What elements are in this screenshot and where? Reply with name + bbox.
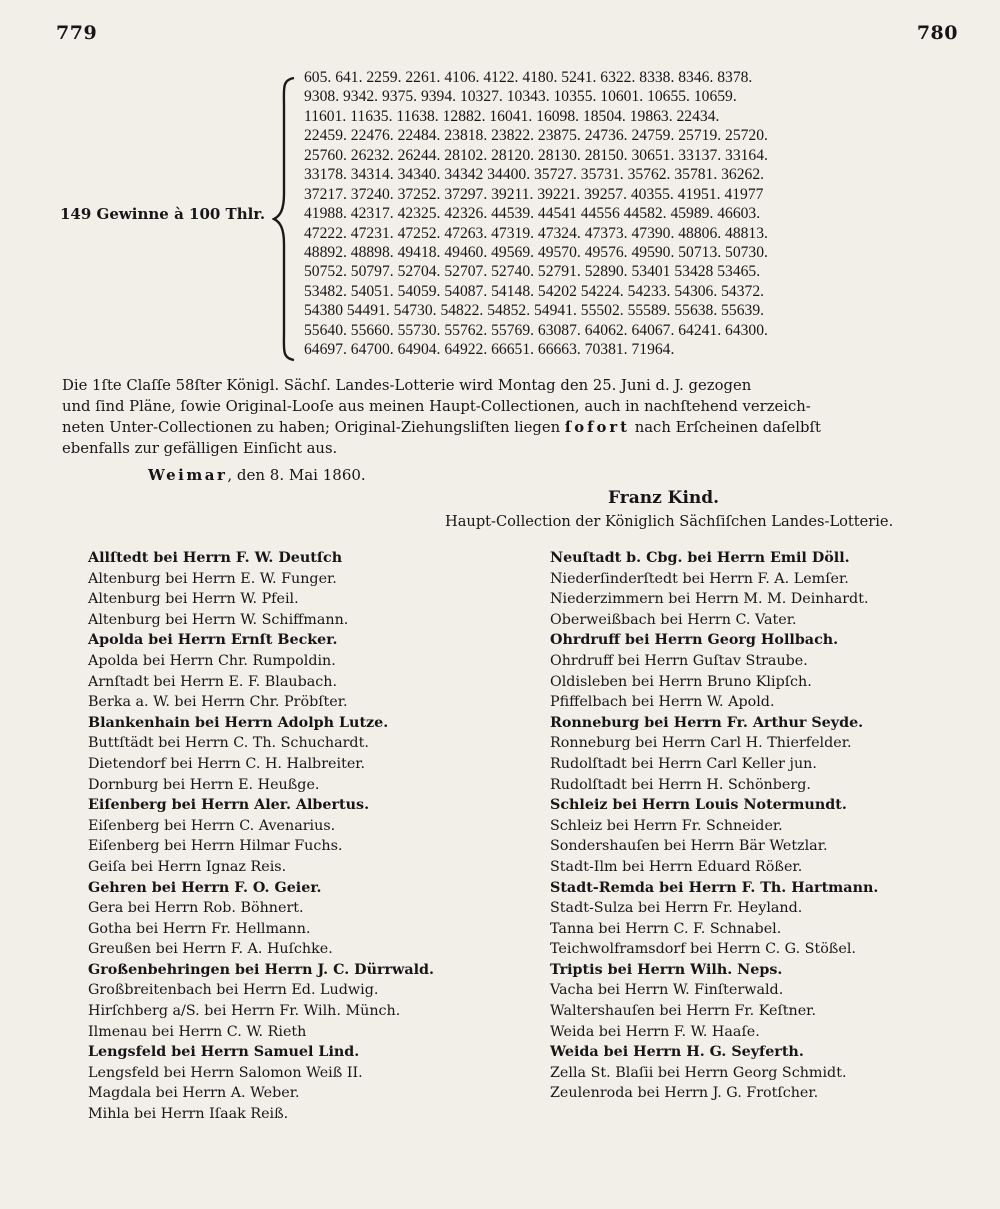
curly-brace [272,76,296,362]
number-line: 41988. 42317. 42325. 42326. 44539. 44541 44556 44582. 45989. 46603. [304,205,761,223]
collection-entry: Ohrdruff bei Herrn Georg Hollbach. [550,632,839,649]
announcement-line: Die 1ſte Claſſe 58ſter Königl. Sächſ. Landes-Lotterie wird Montag den 25. Juni d. J. gezogen [62,377,752,394]
number-line: 22459. 22476. 22484. 23818. 23822. 23875. 24736. 24759. 25719. 25720. [304,127,768,145]
collection-entry: Rudolſtadt bei Herrn Carl Keller jun. [550,755,817,772]
collection-entry: Dietendorf bei Herrn C. H. Halbreiter. [88,755,366,772]
collection-entry: Teichwolframsdorf bei Herrn C. G. Stößel. [550,941,856,958]
number-line: 50752. 50797. 52704. 52707. 52740. 52791. 52890. 53401 53428 53465. [304,263,761,281]
seller-name: Franz Kind. [608,488,720,508]
place-date [148,466,366,484]
number-line: 605. 641. 2259. 2261. 4106. 4122. 4180. 5241. 6322. 8338. 8346. 8378. [304,69,753,86]
collection-entry: Stadt-Ilm bei Herrn Eduard Rößer. [550,858,803,875]
collection-entry: Weida bei Herrn H. G. Seyferth. [550,1044,804,1061]
number-line: 33178. 34314. 34340. 34342 34400. 35727. 35731. 35762. 35781. 36262. [304,166,765,184]
collection-entry: Stadt-Remda bei Herrn F. Th. Hartmann. [550,879,879,896]
collection-entry: Großbreitenbach bei Herrn Ed. Ludwig. [88,982,379,999]
collection-entry: Schleiz bei Herrn Louis Notermundt. [550,797,847,814]
collection-entry: Eiſenberg bei Herrn Aler. Albertus. [88,797,370,814]
collection-entry: Apolda bei Herrn Ernſt Becker. [88,632,338,649]
collection-entry: Rudolſtadt bei Herrn H. Schönberg. [550,776,811,793]
collection-entry: Greußen bei Herrn F. A. Huſchke. [88,941,333,958]
page-number-left: 779 [56,22,98,44]
collection-entry: Ronneburg bei Herrn Carl H. Thierfelder. [550,735,852,752]
collection-entry: Berka a. W. bei Herrn Chr. Pröbſter. [88,694,348,711]
collection-entry: Großenbehringen bei Herrn J. C. Dürrwald. [88,961,435,978]
collection-entry: Blankenhain bei Herrn Adolph Lutze. [88,714,389,731]
collection-entry: Lengsfeld bei Herrn Samuel Lind. [88,1044,360,1061]
collection-entry: Altenburg bei Herrn E. W. Funger. [88,570,337,587]
number-line: 48892. 48898. 49418. 49460. 49569. 49570. 49576. 49590. 50713. 50730. [304,243,768,261]
collection-entry: Oldisleben bei Herrn Bruno Klipſch. [550,673,812,690]
collection-entry: Gotha bei Herrn Fr. Hellmann. [88,920,311,937]
seller-title: Haupt-Collection der Königlich Sächſiſchen Landes-Lotterie. [445,513,894,530]
collection-entry: Tanna bei Herrn C. F. Schnabel. [550,920,782,937]
collection-entry: Weida bei Herrn F. W. Haaſe. [550,1023,760,1040]
collection-entry: Zeulenroda bei Herrn J. G. Frotſcher. [550,1085,819,1102]
collection-entry: Sondershauſen bei Herrn Bär Wetzlar. [550,838,828,855]
collection-entry: Ronneburg bei Herrn Fr. Arthur Seyde. [550,714,864,731]
announcement-text: neten Unter-Collectionen zu haben; Original-Ziehungsliſten liegen [62,419,565,436]
place: Weimar [148,466,228,484]
number-line: 25760. 26232. 26244. 28102. 28120. 28130. 28150. 30651. 33137. 33164. [304,146,768,164]
collection-entry: Waltershauſen bei Herrn Fr. Keſtner. [550,1003,816,1020]
collection-entry: Mihla bei Herrn Iſaak Reiß. [88,1106,289,1123]
collection-entry: Stadt-Sulza bei Herrn Fr. Heyland. [550,900,803,917]
collection-entry: Eiſenberg bei Herrn C. Avenarius. [88,817,336,834]
collection-entry: Ohrdruff bei Herrn Guſtav Straube. [550,652,808,669]
collection-entry: Gehren bei Herrn F. O. Geier. [88,879,322,896]
collection-entry: Niederſinderſtedt bei Herrn F. A. Lemſer. [550,570,849,587]
number-line: 54380 54491. 54730. 54822. 54852. 54941. 55502. 55589. 55638. 55639. [304,302,765,320]
collection-entry: Triptis bei Herrn Wilh. Neps. [550,961,783,978]
number-line: 64697. 64700. 64904. 64922. 66651. 66663. 70381. 71964. [304,341,675,359]
collection-entry: Geiſa bei Herrn Ignaz Reis. [88,858,287,875]
prize-label: 149 Gewinne à 100 Thlr. [60,205,266,223]
collections-list-left [88,548,434,1125]
collection-entry: Lengsfeld bei Herrn Salomon Weiß II. [88,1064,363,1081]
page-number-right: 780 [916,22,958,44]
collection-entry: Hirſchberg a/S. bei Herrn Fr. Wilh. Münch. [88,1003,401,1020]
winning-numbers [304,68,974,360]
collection-entry: Altenburg bei Herrn W. Schiffmann. [88,611,349,628]
number-line: 11601. 11635. 11638. 12882. 16041. 16098. 18504. 19863. 22434. [304,107,720,125]
emphasis-text: ſofort [564,419,630,436]
announcement-text: nach Erſcheinen daſelbſt [630,419,821,436]
collection-entry: Dornburg bei Herrn E. Heußge. [88,776,320,793]
collection-entry: Arnſtadt bei Herrn E. F. Blaubach. [88,673,338,690]
collection-entry: Zella St. Blaſii bei Herrn Georg Schmidt. [550,1064,847,1081]
collection-entry: Gera bei Herrn Rob. Böhnert. [88,900,304,917]
number-line: 55640. 55660. 55730. 55762. 55769. 63087. 64062. 64067. 64241. 64300. [304,321,768,339]
date: , den 8. Mai 1860. [227,466,366,484]
collection-entry: Altenburg bei Herrn W. Pfeil. [88,591,299,608]
collections-list-right [550,548,878,1104]
announcement-line: und ſind Pläne, ſowie Original-Looſe aus meinen Haupt-Collectionen, auch in nachſtehend verzeich- [62,398,811,415]
collection-entry: Buttſtädt bei Herrn C. Th. Schuchardt. [88,735,369,752]
collection-entry: Magdala bei Herrn A. Weber. [88,1085,300,1102]
collection-entry: Ilmenau bei Herrn C. W. Rieth [88,1023,307,1040]
collection-entry: Eiſenberg bei Herrn Hilmar Fuchs. [88,838,343,855]
collection-entry: Oberweißbach bei Herrn C. Vater. [550,611,797,628]
collection-entry: Pfiffelbach bei Herrn W. Apold. [550,694,775,711]
collection-entry: Neuſtadt b. Cbg. bei Herrn Emil Döll. [550,550,850,566]
number-line: 53482. 54051. 54059. 54087. 54148. 54202 54224. 54233. 54306. 54372. [304,282,765,300]
number-line: 47222. 47231. 47252. 47263. 47319. 47324. 47373. 47390. 48806. 48813. [304,224,768,242]
number-line: 37217. 37240. 37252. 37297. 39211. 39221. 39257. 40355. 41951. 41977 [304,185,764,203]
announcement-line [62,417,962,438]
collection-entry: Schleiz bei Herrn Fr. Schneider. [550,817,783,834]
announcement-paragraph [62,375,962,459]
collection-entry: Apolda bei Herrn Chr. Rumpoldin. [88,652,336,669]
number-line: 9308. 9342. 9375. 9394. 10327. 10343. 10355. 10601. 10655. 10659. [304,88,737,106]
collection-entry: Allſtedt bei Herrn F. W. Deutſch [88,550,343,566]
collection-entry: Vacha bei Herrn W. Finſterwald. [550,982,784,999]
collection-entry: Niederzimmern bei Herrn M. M. Deinhardt. [550,591,869,608]
announcement-line: ebenfalls zur gefälligen Einſicht aus. [62,440,338,457]
